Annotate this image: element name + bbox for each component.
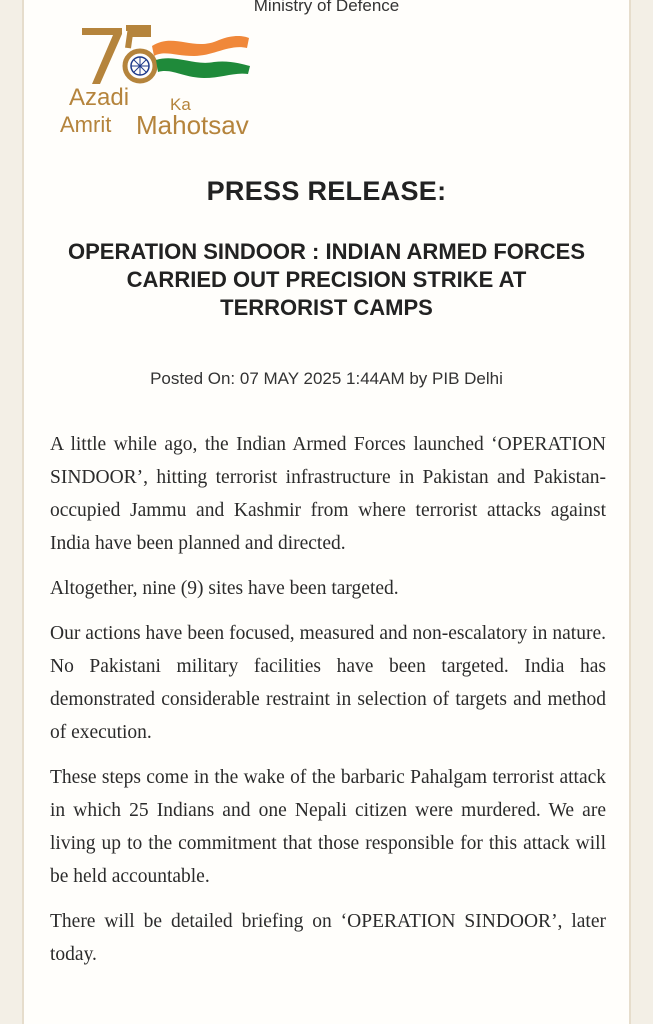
paragraph: A little while ago, the Indian Armed Forces launched ‘OPERATION SINDOOR’, hitting terrorist infrastructure in Pakistan and Pakistan-occupied Jammu and Kashmir from where terrorist attacks against India have been planned and directed. <box>50 434 606 554</box>
logo-text-mahotsav: Mahotsav <box>136 110 249 140</box>
release-body <box>50 428 606 983</box>
press-release-label: PRESS RELEASE: <box>206 176 447 206</box>
paragraph: These steps come in the wake of the barbaric Pahalgam terrorist attack in which 25 Indians and one Nepali citizen were murdered. We are living up to the commitment that those responsible for this attack will be held accountable. <box>50 767 606 887</box>
posted-on-line: Posted On: 07 MAY 2025 1:44AM by PIB Delhi <box>150 369 503 388</box>
ministry-name: Ministry of Defence <box>253 0 400 15</box>
logo-text-amrit: Amrit <box>60 112 112 137</box>
paragraph: There will be detailed briefing on ‘OPERATION SINDOOR’, later today. <box>50 911 606 965</box>
logo-text-ka: Ka <box>170 95 191 114</box>
azadi-ka-amrit-mahotsav-logo <box>60 22 284 144</box>
paragraph: Our actions have been focused, measured and non-escalatory in nature. No Pakistani military facilities have been targeted. India has demonstrated considerable restraint in selection of targets and method of execution. <box>50 623 606 743</box>
release-title: OPERATION SINDOOR : INDIAN ARMED FORCES CARRIED OUT PRECISION STRIKE AT TERRORIST CAMPS <box>67 239 585 320</box>
logo-text-azadi: Azadi <box>69 84 130 111</box>
press-release-page <box>22 0 631 1024</box>
paragraph: Altogether, nine (9) sites have been targeted. <box>50 578 399 599</box>
